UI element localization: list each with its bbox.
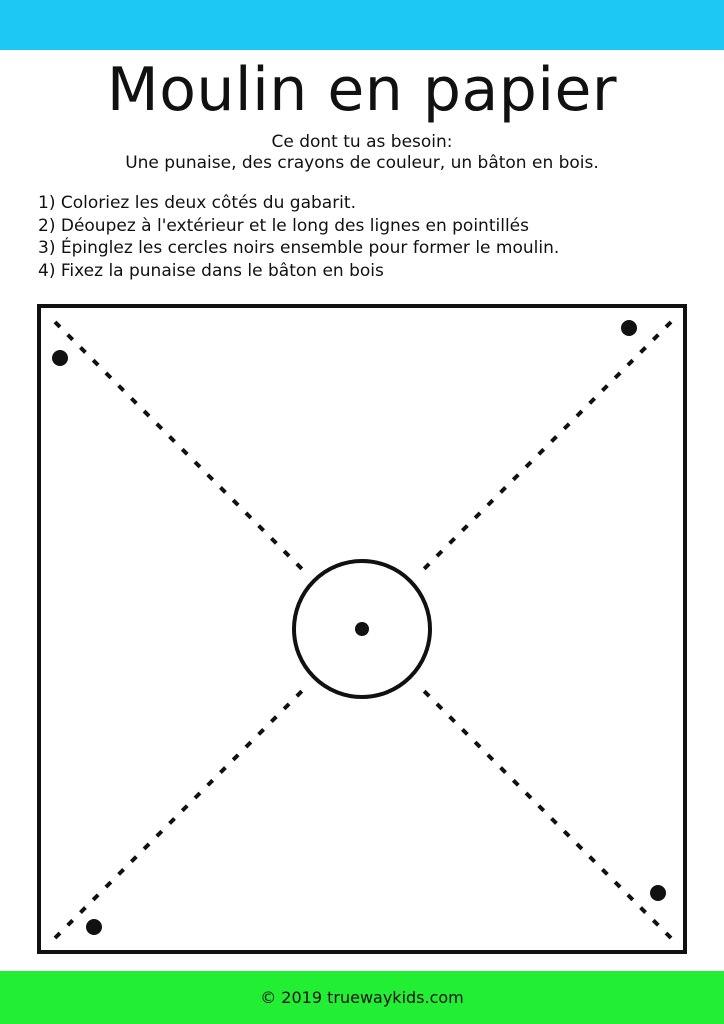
pinwheel-template xyxy=(37,304,689,956)
cut-line-bottom-left xyxy=(55,686,307,938)
instruction-step-4: 4) Fixez la punaise dans le bâton en bois xyxy=(38,260,384,281)
cut-line-bottom-right xyxy=(419,686,671,938)
instruction-step-3: 3) Épinglez les cercles noirs ensemble pour former le moulin. xyxy=(38,238,560,258)
instruction-step-1: 1) Coloriez les deux côtés du gabarit. xyxy=(38,193,356,213)
materials-heading: Ce dont tu as besoin: xyxy=(271,132,453,152)
top-color-bar xyxy=(0,0,724,50)
instruction-step-2: 2) Déoupez à l'extérieur et le long des lignes en pointillés xyxy=(38,215,529,236)
cut-line-top-left xyxy=(55,322,307,574)
pin-dot-top-left xyxy=(52,350,68,366)
cut-line-top-right xyxy=(419,322,671,574)
center-dot xyxy=(355,622,369,636)
instructions-list xyxy=(38,192,718,282)
pin-dot-bottom-left xyxy=(86,919,102,935)
copyright-text: © 2019 truewaykids.com xyxy=(260,988,464,1007)
pin-dot-bottom-right xyxy=(650,885,666,901)
materials-list: Une punaise, des crayons de couleur, un bâton en bois. xyxy=(125,153,599,173)
pin-dot-top-right xyxy=(621,320,637,336)
page-title: Moulin en papier xyxy=(106,55,618,125)
